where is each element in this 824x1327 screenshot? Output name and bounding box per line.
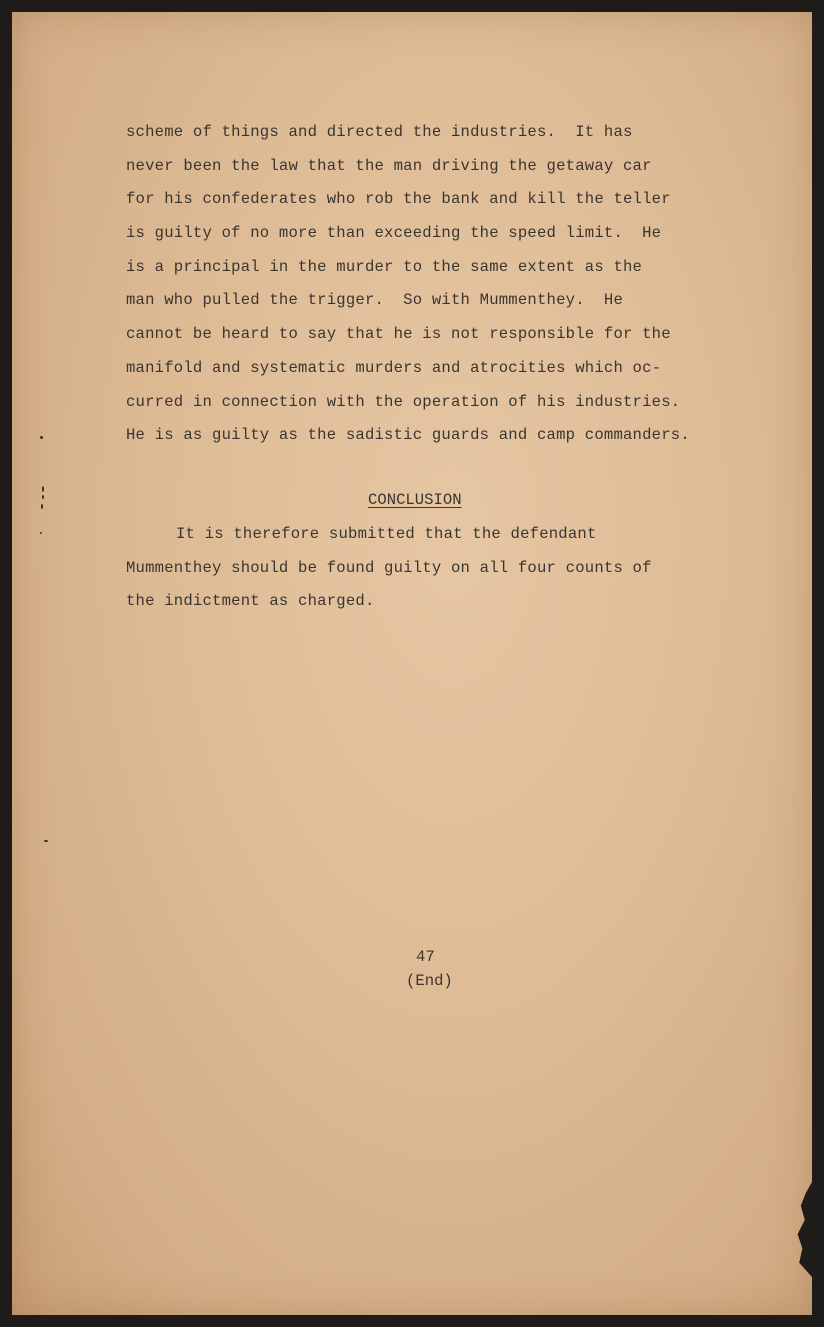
body-paragraph bbox=[126, 116, 746, 453]
paper-speck bbox=[40, 532, 42, 534]
paper-speck bbox=[40, 436, 43, 439]
body-line: curred in connection with the operation of his industries. bbox=[126, 392, 681, 411]
conclusion-line: the indictment as charged. bbox=[126, 592, 375, 611]
body-line: manifold and systematic murders and atrocities which oc- bbox=[126, 358, 662, 377]
body-line: never been the law that the man driving the getaway car bbox=[126, 156, 652, 175]
section-heading: CONCLUSION bbox=[368, 491, 462, 509]
body-line: man who pulled the trigger. So with Mummenthey. He bbox=[126, 291, 624, 310]
body-line: is guilty of no more than exceeding the speed limit. He bbox=[126, 224, 662, 243]
paper-speck bbox=[44, 840, 48, 842]
conclusion-line: It is therefore submitted that the defendant bbox=[176, 525, 597, 543]
body-line: cannot be heard to say that he is not responsible for the bbox=[126, 325, 671, 344]
body-line: He is as guilty as the sadistic guards and camp commanders. bbox=[126, 426, 690, 445]
paper-speck bbox=[41, 504, 43, 509]
page-number: 47 bbox=[416, 948, 435, 966]
conclusion-line: Mummenthey should be found guilty on all four counts of bbox=[126, 558, 652, 577]
paper-speck bbox=[42, 486, 44, 492]
body-line: is a principal in the murder to the same extent as the bbox=[126, 257, 643, 276]
body-line: scheme of things and directed the industries. It has bbox=[126, 123, 633, 141]
conclusion-paragraph bbox=[126, 518, 652, 619]
paper-speck bbox=[42, 495, 44, 499]
body-line: for his confederates who rob the bank and kill the teller bbox=[126, 190, 671, 209]
end-mark: (End) bbox=[406, 972, 453, 990]
paper-sheet bbox=[12, 12, 812, 1315]
